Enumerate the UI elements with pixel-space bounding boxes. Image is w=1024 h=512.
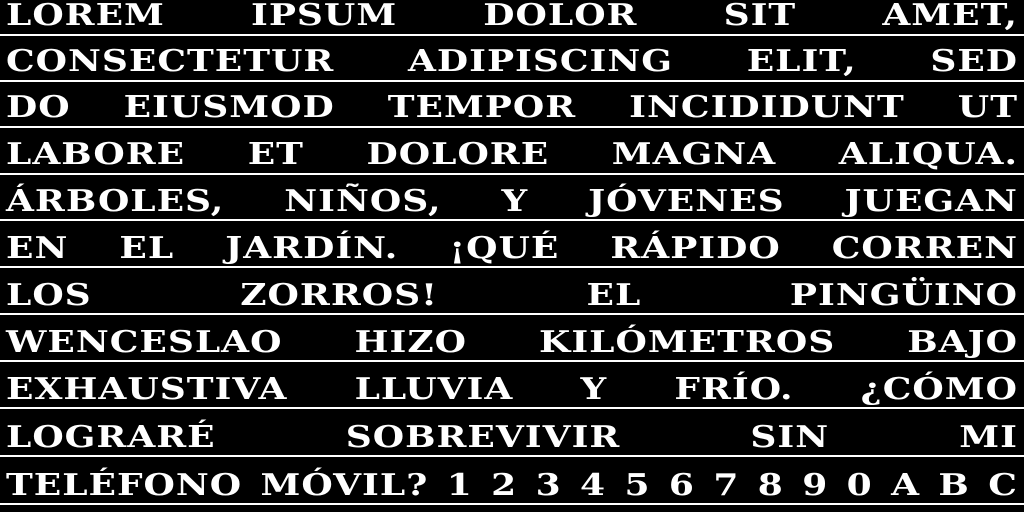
text-line-6	[6, 229, 1018, 267]
word: CONSECTETUR	[6, 43, 335, 79]
word: LOS	[6, 277, 92, 313]
word: Y	[580, 371, 608, 407]
text-line-4	[6, 135, 1018, 173]
word: NIÑOS,	[284, 183, 442, 219]
word: LOGRARÉ	[6, 419, 216, 455]
word: CORREN	[831, 230, 1018, 266]
word: INCIDIDUNT	[629, 89, 905, 125]
word: EL	[586, 277, 642, 313]
word: KILÓMETROS	[539, 324, 836, 360]
word: ADIPISCING	[408, 43, 674, 79]
word: ET	[247, 136, 304, 172]
word: 8	[757, 467, 784, 503]
word: 9	[802, 467, 829, 503]
word: EL	[119, 230, 175, 266]
underline-rule	[0, 219, 1024, 221]
word: A	[891, 467, 920, 503]
text-line-10	[6, 418, 1018, 456]
word: FRÍO.	[674, 371, 794, 407]
underline-rule	[0, 126, 1024, 128]
word: LABORE	[6, 136, 186, 172]
word: JARDÍN.	[225, 230, 399, 266]
word: LLUVIA	[354, 371, 514, 407]
text-line-2	[6, 42, 1018, 80]
word: 4	[580, 467, 607, 503]
underline-rule	[0, 80, 1024, 82]
underline-rule	[0, 360, 1024, 362]
text-line-3	[6, 88, 1018, 126]
word: TELÉFONO	[6, 467, 243, 503]
word: 0	[846, 467, 873, 503]
text-line-5	[6, 182, 1018, 220]
word: DOLORE	[366, 136, 550, 172]
word: EN	[6, 230, 69, 266]
word: EIUSMOD	[123, 89, 335, 125]
word: 1	[446, 467, 473, 503]
word: 3	[535, 467, 562, 503]
word: ¡QUÉ	[449, 230, 560, 266]
word: UT	[957, 89, 1018, 125]
underline-rule	[0, 503, 1024, 505]
word: TEMPOR	[387, 89, 577, 125]
word: LOREM	[6, 0, 165, 33]
text-line-1	[6, 0, 1018, 34]
word: 7	[713, 467, 740, 503]
word: SIT	[723, 0, 797, 33]
underline-rule	[0, 455, 1024, 457]
word: IPSUM	[251, 0, 398, 33]
word: MÓVIL?	[260, 467, 429, 503]
word: B	[938, 467, 970, 503]
word: Y	[501, 183, 529, 219]
word: ¿CÓMO	[860, 371, 1018, 407]
word: WENCESLAO	[6, 324, 283, 360]
word: AMET,	[882, 0, 1018, 33]
text-line-8	[6, 323, 1018, 361]
word: RÁPIDO	[610, 230, 781, 266]
word: ZORROS!	[240, 277, 438, 313]
word: JUEGAN	[844, 183, 1018, 219]
underline-rule	[0, 34, 1024, 36]
underline-rule	[0, 313, 1024, 315]
word: 2	[491, 467, 518, 503]
word: HIZO	[354, 324, 467, 360]
word: SOBREVIVIR	[345, 419, 621, 455]
underline-rule	[0, 173, 1024, 175]
text-line-9	[6, 370, 1018, 408]
word: ÁRBOLES,	[6, 183, 225, 219]
word: 6	[668, 467, 695, 503]
word: 5	[624, 467, 651, 503]
word: BAJO	[907, 324, 1018, 360]
underline-rule	[0, 407, 1024, 409]
word: PINGÜINO	[789, 277, 1018, 313]
word: C	[988, 467, 1018, 503]
word: ALIQUA.	[838, 136, 1018, 172]
word: ELIT,	[746, 43, 857, 79]
word: MI	[959, 419, 1018, 455]
word: DOLOR	[483, 0, 638, 33]
word: SED	[930, 43, 1018, 79]
word: SIN	[750, 419, 830, 455]
text-line-7	[6, 276, 1018, 314]
text-line-11	[6, 466, 1018, 504]
word: JÓVENES	[588, 183, 785, 219]
word: EXHAUSTIVA	[6, 371, 288, 407]
word: DO	[6, 89, 71, 125]
underline-rule	[0, 266, 1024, 268]
word: MAGNA	[611, 136, 777, 172]
